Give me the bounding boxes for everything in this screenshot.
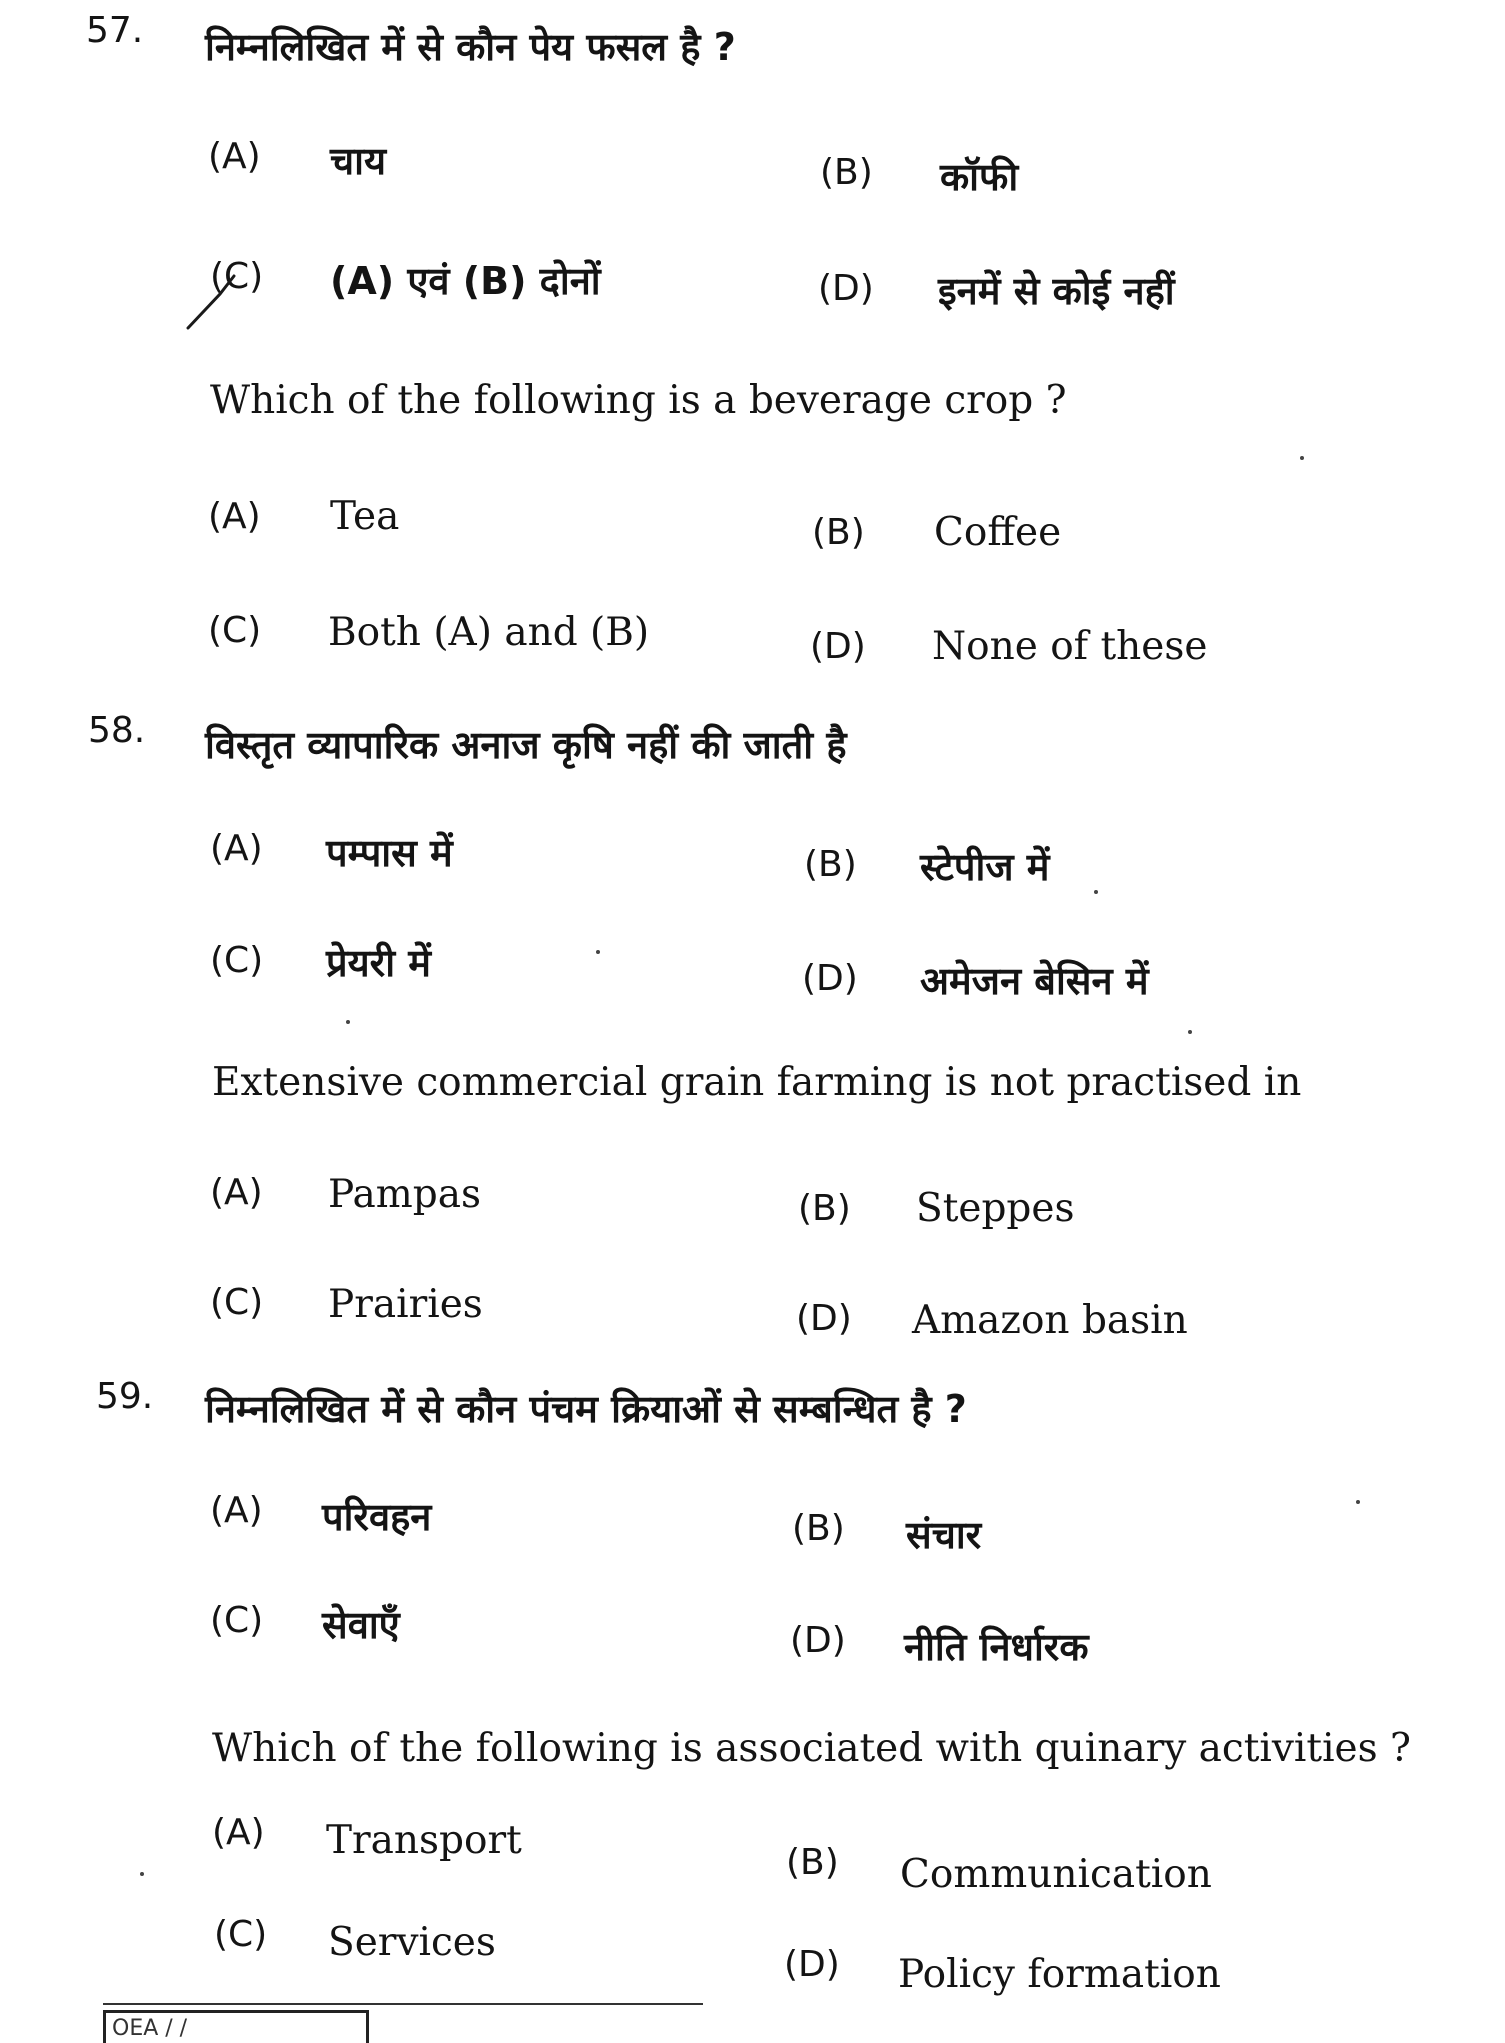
q59-hi-option-c-label: (C) [210,1600,264,1641]
q57-en-option-d-text: None of these [932,624,1208,669]
q57-en-option-a-text: Tea [330,494,400,539]
q58-en-option-c-text: Prairies [328,1282,483,1327]
q57-en-option-a-label: (A) [208,496,261,537]
q59-hi-option-a-text: परिवहन [322,1495,432,1539]
q57-en-option-b-label: (B) [812,512,865,553]
question-58-english: Extensive commercial grain farming is not practised in [212,1060,1302,1105]
q58-en-option-a-text: Pampas [328,1172,481,1217]
q57-hi-option-c-text: (A) एवं (B) दोनों [330,259,601,303]
q59-hi-option-a-label: (A) [210,1490,263,1531]
scan-speck [1300,456,1304,460]
q59-hi-option-d-text: नीति निर्धारक [904,1625,1089,1669]
q57-hi-option-d-text: इनमें से कोई नहीं [938,269,1175,313]
q59-en-option-c-label: (C) [214,1914,268,1955]
q58-hi-option-a-label: (A) [210,828,263,869]
q57-hi-option-b-label: (B) [820,152,873,193]
q57-en-option-c-label: (C) [208,610,262,651]
q58-hi-option-b-label: (B) [804,844,857,885]
scan-speck [1188,1030,1192,1034]
q59-en-option-b-label: (B) [786,1842,839,1883]
q58-en-option-a-label: (A) [210,1172,263,1213]
q59-hi-option-c-text: सेवाएँ [322,1603,400,1647]
q58-hi-option-b-text: स्टेपीज में [920,845,1050,889]
q59-hi-option-d-label: (D) [790,1620,846,1661]
q57-hi-option-b-text: कॉफी [940,155,1019,199]
q58-hi-option-d-text: अमेजन बेसिन में [920,959,1149,1003]
q57-hi-option-d-label: (D) [818,268,874,309]
q58-hi-option-c-text: प्रेयरी में [326,941,431,985]
footer-code: OEA / / [112,2016,188,2041]
q58-en-option-d-label: (D) [796,1298,852,1339]
question-57-number: 57. [86,10,144,51]
q59-en-option-d-label: (D) [784,1944,840,1985]
q57-hi-option-a-label: (A) [208,136,261,177]
q58-hi-option-a-text: पम्पास में [326,831,453,875]
footer-rule [103,2003,703,2005]
q59-en-option-c-text: Services [328,1920,496,1965]
question-57-english: Which of the following is a beverage crop ? [210,378,1067,423]
question-57-hindi: निम्नलिखित में से कौन पेय फसल है ? [205,25,736,69]
q58-hi-option-d-label: (D) [802,958,858,999]
q59-en-option-a-text: Transport [326,1818,522,1863]
question-59-number: 59. [96,1376,154,1417]
question-58-hindi: विस्तृत व्यापारिक अनाज कृषि नहीं की जाती है [205,723,847,767]
q59-hi-option-b-text: संचार [906,1513,982,1557]
q58-en-option-c-label: (C) [210,1282,264,1323]
scan-speck [1094,890,1098,894]
q57-en-option-d-label: (D) [810,626,866,667]
q58-en-option-d-text: Amazon basin [912,1298,1188,1343]
q58-hi-option-c-label: (C) [210,940,264,981]
q58-en-option-b-text: Steppes [916,1186,1075,1231]
question-58-number: 58. [88,710,146,751]
q57-en-option-c-text: Both (A) and (B) [328,610,650,655]
q57-en-option-b-text: Coffee [934,510,1062,555]
q58-en-option-b-label: (B) [798,1188,851,1229]
q59-en-option-a-label: (A) [212,1812,265,1853]
scan-speck [1356,1500,1360,1504]
scan-speck [140,1872,144,1876]
q59-en-option-d-text: Policy formation [898,1952,1221,1997]
q57-hi-option-c-label: (C) [210,256,264,297]
question-59-english: Which of the following is associated with quinary activities ? [212,1726,1411,1771]
q57-hi-option-a-text: चाय [330,139,387,183]
question-59-hindi: निम्नलिखित में से कौन पंचम क्रियाओं से सम्बन्धित है ? [205,1387,967,1431]
scan-speck [596,950,600,954]
q59-en-option-b-text: Communication [900,1852,1212,1897]
scan-speck [346,1020,350,1024]
q59-hi-option-b-label: (B) [792,1508,845,1549]
